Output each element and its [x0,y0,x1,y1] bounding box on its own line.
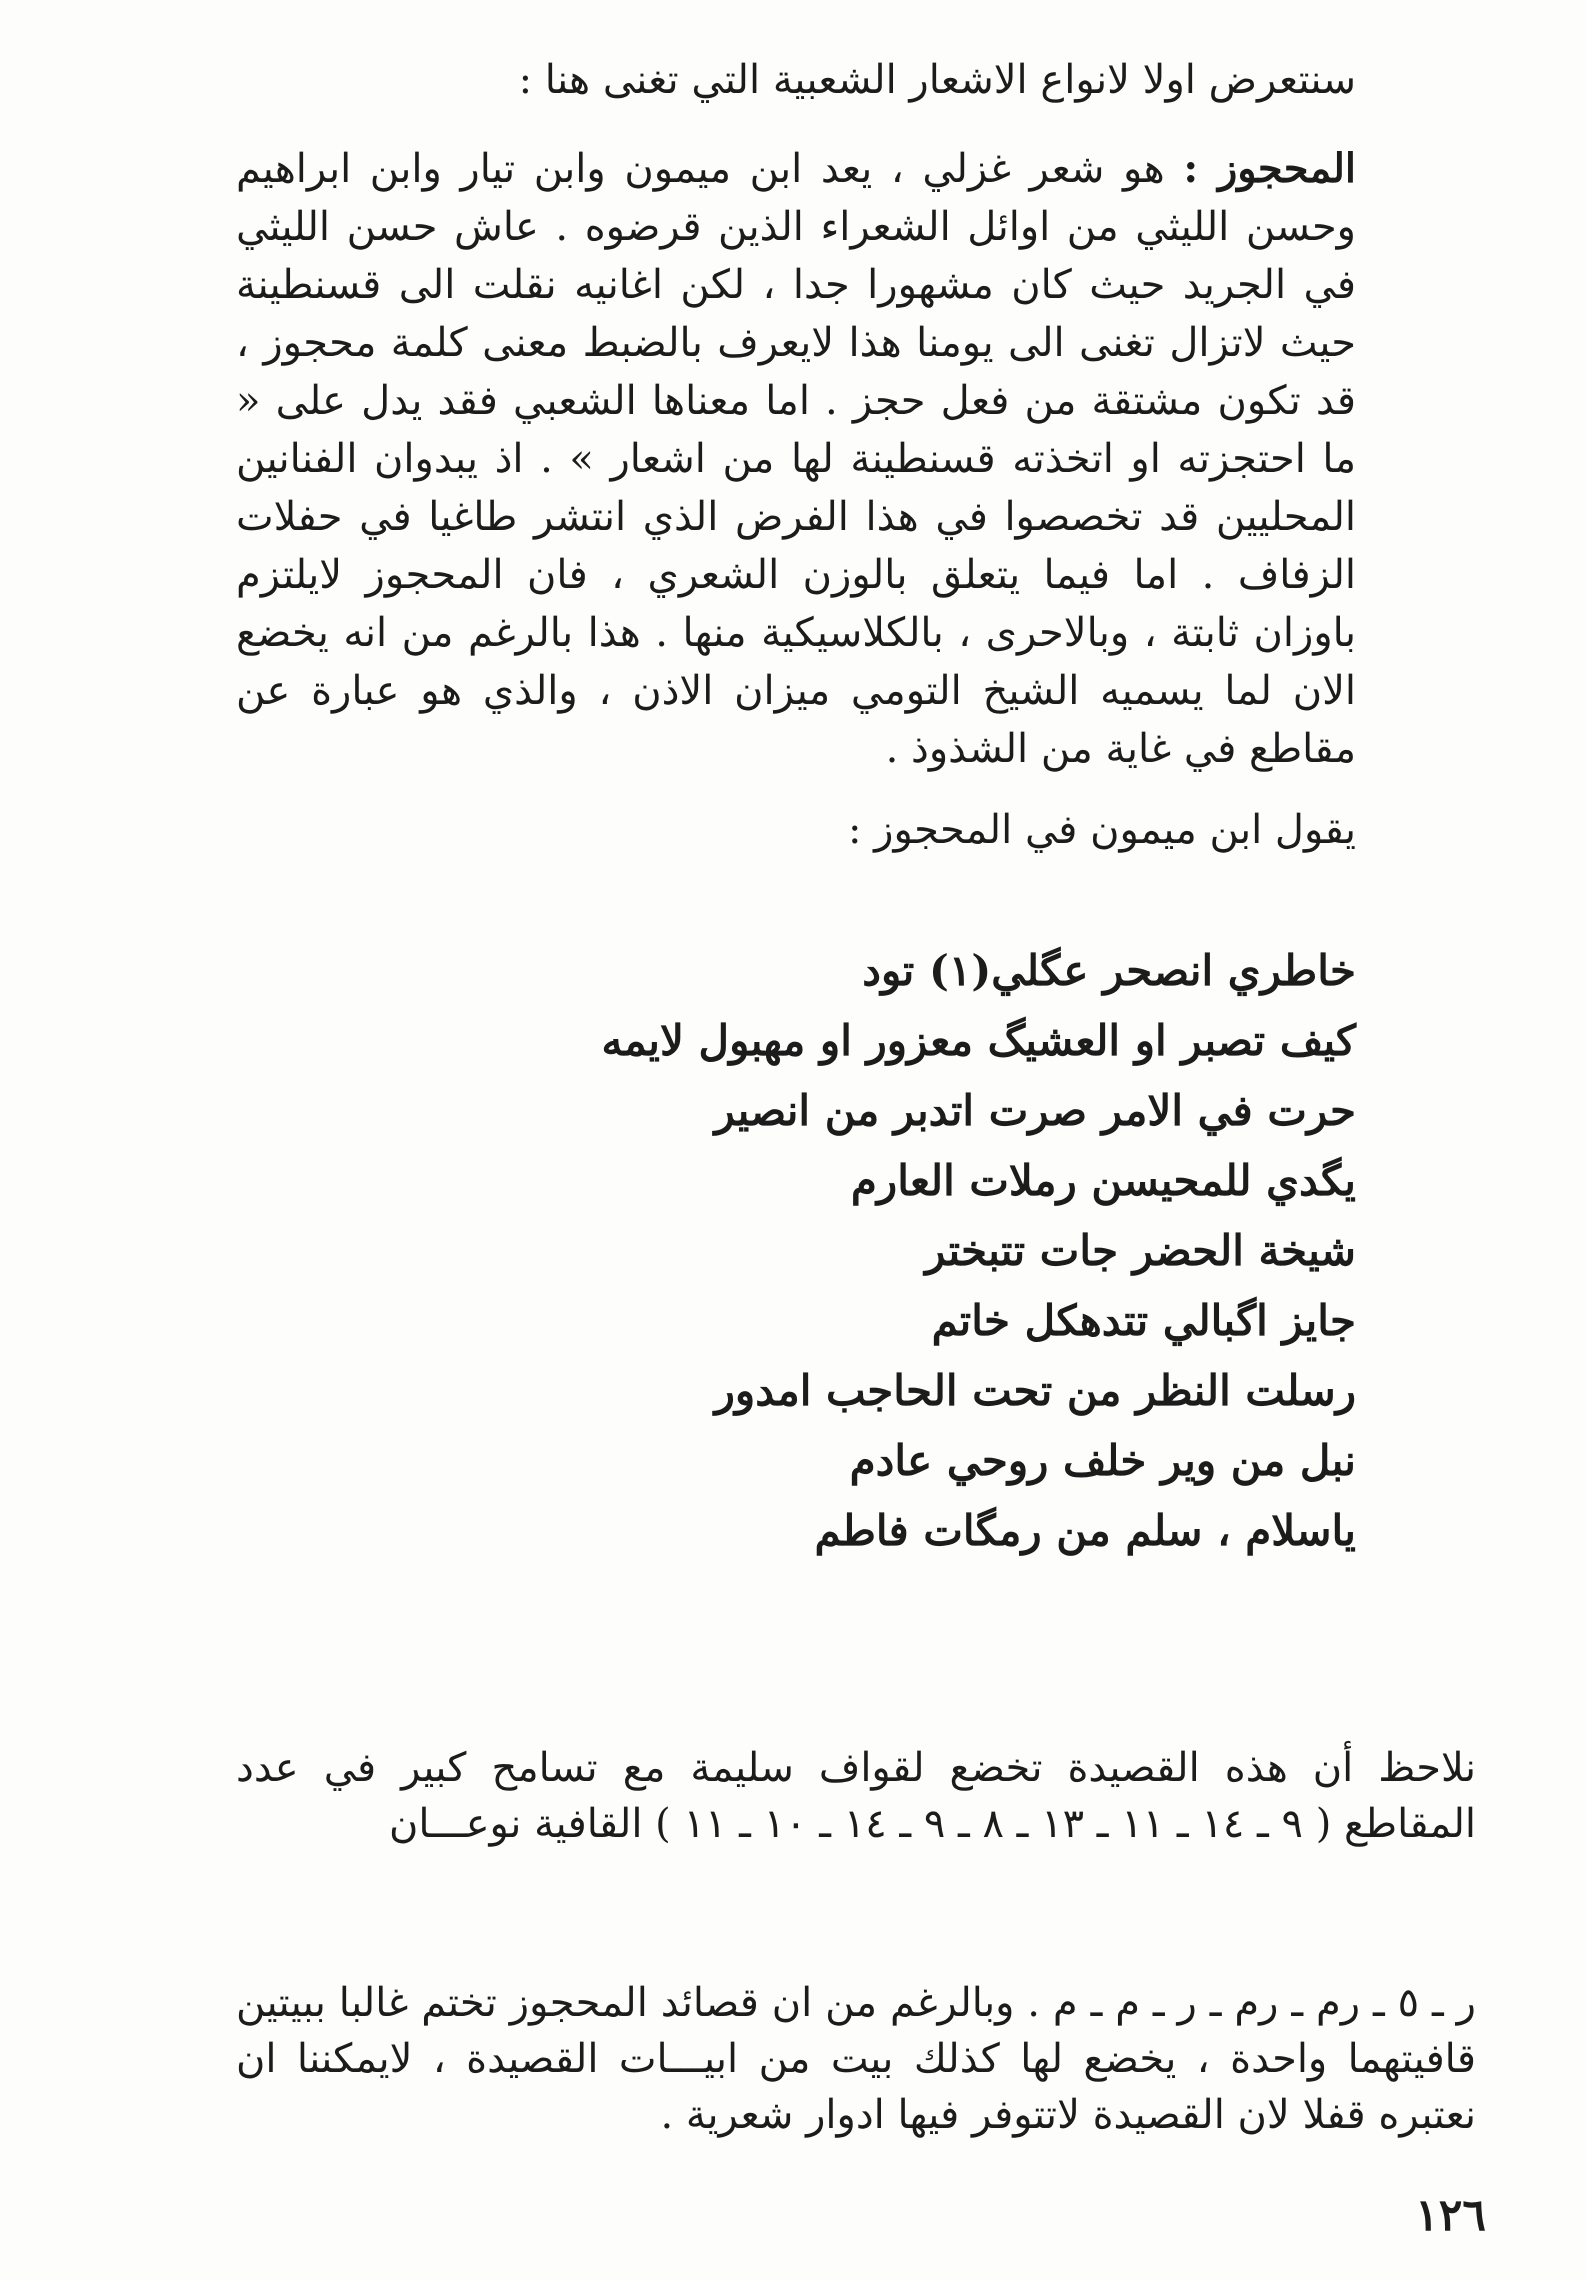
poem-line: شيخة الحضر جات تتبختر [925,1226,1356,1275]
poem-line: ياسلام ، سلم من رمگات فاطم [814,1506,1356,1555]
note-paragraph: نلاحظ أن هذه القصيدة تخضع لقواف سليمة مع تسامح كبير في عدد المقاطع ( ٩ ـ ١٤ ـ ١١ ـ ١٣ ـ ٨ ـ ٩ ـ ١٤ ـ ١٠ ـ ١١ ) القافية نوعـــان [236,1745,1476,1847]
poem-line: خاطري انصحر عگلي(١) تود [862,946,1356,995]
poem-line: نبل من وير خلف روحي عادم [849,1436,1356,1485]
section-body: هو شعر غزلي ، يعد ابن ميمون وابن تيار وابن ابراهيم وحسن الليثي من اوائل الشعراء الذين قرضوه . عاش حسن الليثي في الجريد حيث كان مشهورا جدا ، لكن اغانيه نقلت الى قسنطينة حيث لاتزال تغنى الى يومنا هذا لايعرف بالضبط معنى كلمة محجوز ، قد تكون مشتقة من فعل حجز . اما معناها الشعبي فقد يدل على « ما احتجزته او اتخذته قسنطينة لها من اشعار » . اذ يبدوان الفنانين المحليين قد تخصصوا في هذا الفرض الذي انتشر طاغيا في حفلات الزفاف . اما فيما يتعلق بالوزن الشعري ، فان المحجوز لايلتزم باوزان ثابتة ، وبالاحرى ، بالكلاسيكية منها . هذا بالرغم من انه يخضع الان لما يسميه الشيخ التومي ميزان الاذن ، والذي هو عبارة عن مقاطع في غاية من الشذوذ . [236,146,1357,772]
poem-line: رسلت النظر من تحت الحاجب امدور [714,1366,1356,1415]
poem-line: جايز اگبالي تتدهكل خاتم [931,1296,1356,1345]
section-term: المحجوز : [1183,145,1356,192]
rhyme-paragraph: ر ـ ٥ ـ رم ـ رم ـ ر ـ م ـ م . وبالرغم من ان قصائد المحجوز تختم غالبا ببيتين قافيتهما واحدة ، يخضع لها كذلك بيت من ابيـــات القصيدة ، لايمكننا ان نعتبره قفلا لان القصيدة لاتتوفر فيها ادوار شعرية . [236,1980,1476,2138]
intro-line: سنتعرض اولا لانواع الاشعار الشعبية التي تغنى هنا : [518,57,1356,103]
poem-line: يگدي للمحيسن رملات العارم [850,1156,1356,1205]
poem-line: كيف تصبر او العشيگ معزور او مهبول لايمه [601,1016,1356,1065]
page-number: ١٢٦ [1415,2190,1486,2241]
mahjouz-paragraph [236,140,1356,778]
poem-line: حرت في الامر صرت اتدبر من انصير [714,1086,1356,1135]
poem [156,936,1356,1566]
poem-intro: يقول ابن ميمون في المحجوز : [847,807,1356,853]
